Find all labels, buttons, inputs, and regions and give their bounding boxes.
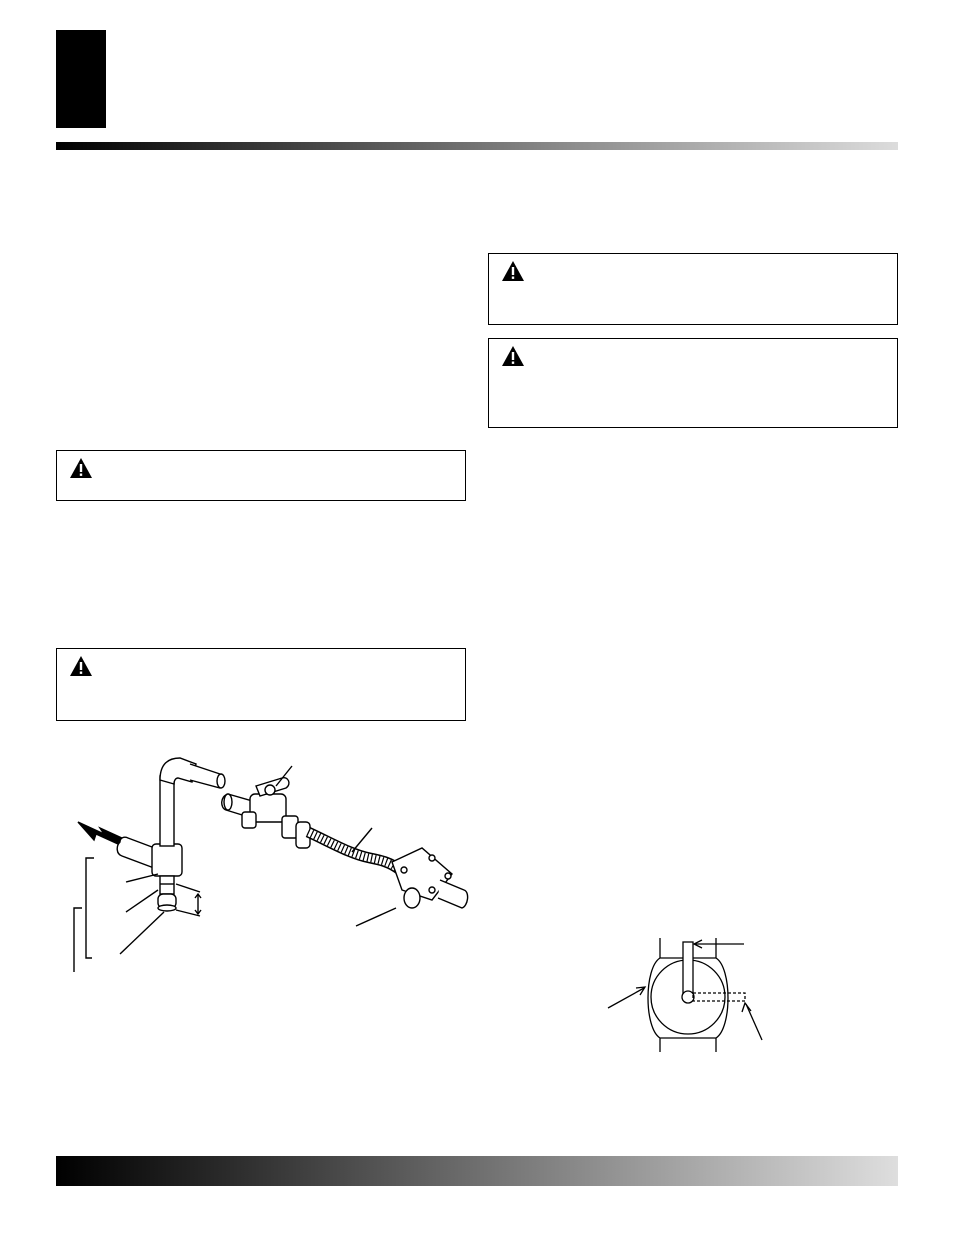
warning-triangle-icon [69, 655, 93, 677]
warning-box-3 [488, 253, 898, 325]
warning-triangle-icon [69, 457, 93, 479]
warning-box-1 [56, 450, 466, 501]
footer-band [56, 1156, 898, 1186]
section-tab-block [56, 30, 106, 128]
gas-flow-arrow-icon [78, 822, 122, 844]
valve-handle-diagram [598, 930, 778, 1060]
warning-triangle-icon [501, 260, 525, 282]
gas-piping-illustration [60, 750, 480, 980]
warning-box-2 [56, 648, 466, 721]
warning-triangle-icon [501, 345, 525, 367]
header-rule [56, 142, 898, 150]
warning-box-4 [488, 338, 898, 428]
